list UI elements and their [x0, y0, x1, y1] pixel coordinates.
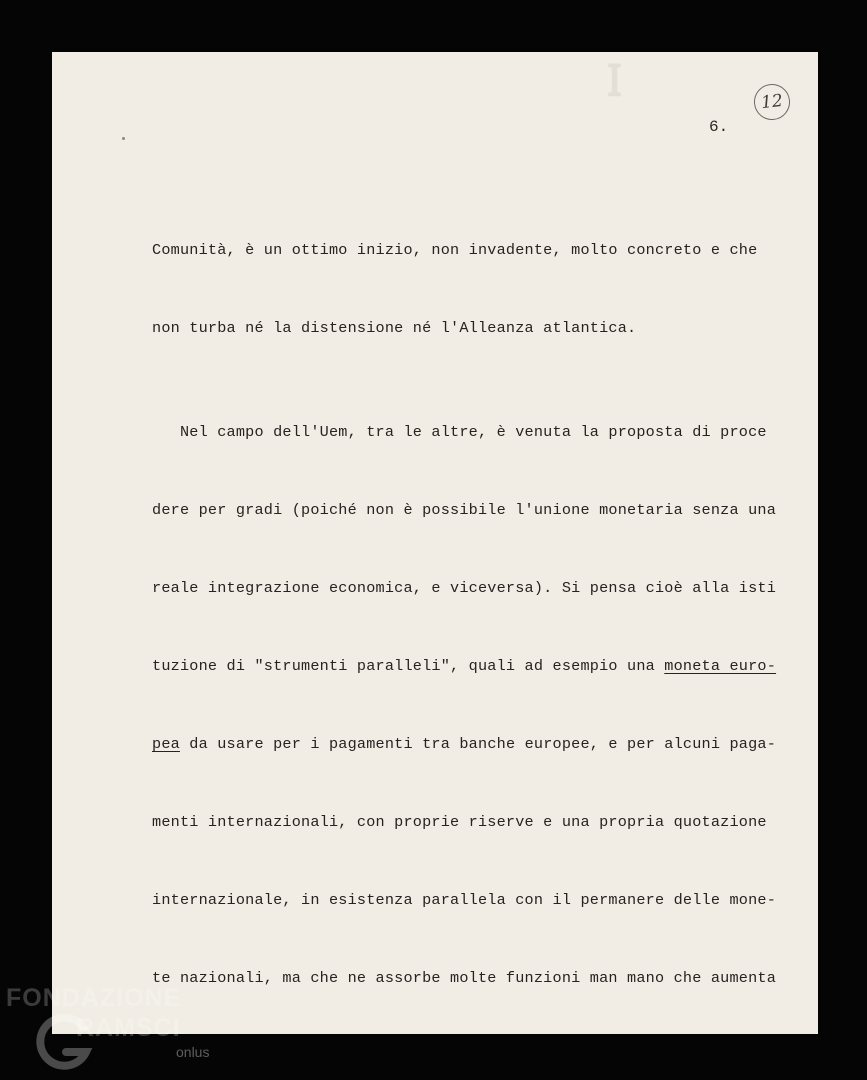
archive-mark — [752, 82, 792, 122]
text-line — [152, 653, 782, 679]
fondazione-gramsci-watermark — [6, 984, 221, 1074]
underlined-phrase: moneta euro- — [664, 657, 777, 675]
text-line: Nel campo dell'Uem, tra le altre, è venuta la proposta di proce — [152, 423, 767, 441]
watermark-line2: RAMSCI — [76, 1014, 181, 1042]
watermark-line1: FONDAZIONE — [6, 984, 182, 1012]
text-run: tuzione di "strumenti paralleli", quali ad esempio una — [152, 657, 665, 675]
text-line: te nazionali, ma che ne assorbe molte funzioni man mano che aumenta — [152, 969, 777, 987]
dust-speck — [122, 137, 125, 140]
text-line: non turba né la distensione né l'Alleanza atlantica. — [152, 319, 637, 337]
text-line: Comunità, è un ottimo inizio, non invadente, molto concreto e che — [152, 241, 758, 259]
text-run: da usare per i pagamenti tra banche europee, e per alcuni paga- — [179, 735, 777, 753]
archive-mark-number: 12 — [760, 90, 784, 114]
faded-stamp: ꟷ — [588, 62, 637, 106]
underlined-phrase: pea — [152, 735, 180, 753]
page-number: 6. — [709, 118, 729, 136]
text-line: menti internazionali, con proprie riserve e una propria quotazione — [152, 813, 767, 831]
text-line: dere per gradi (poiché non è possibile l'unione monetaria senza una — [152, 501, 777, 519]
watermark-suffix: onlus — [176, 1044, 210, 1060]
text-line: reale integrazione economica, e viceversa). Si pensa cioè alla isti — [152, 579, 777, 597]
text-line — [152, 731, 782, 757]
typewritten-body — [152, 185, 782, 1034]
text-line: internazionale, in esistenza parallela con il permanere delle mone- — [152, 891, 777, 909]
document-page — [52, 52, 818, 1034]
